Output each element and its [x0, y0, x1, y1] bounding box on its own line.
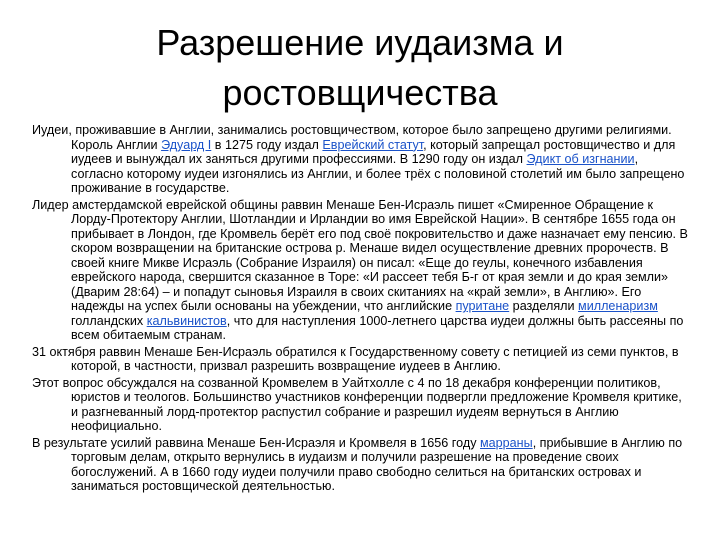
inline-link[interactable]: кальвинистов — [146, 313, 227, 328]
paragraph-text: , согласно которому иудеи изгонялись из Англии, и более трёх с половиной столетий им было запрещено проживание в государстве. — [71, 152, 685, 195]
paragraph-text: Этот вопрос обсуждался на созванной Кромвелем в Уайтхолле с 4 по 18 декабря конференции политиков, юристов и теологов. Большинство участников конференции подвергли предложение Кромвеля критике, и разгневанный лорд-протектор распустил собрание и разрешил иудеям вернуться в Англию неофициально. — [32, 375, 682, 433]
paragraph-text: В результате усилий раввина Менаше Бен-Исраэля и Кромвеля в 1656 году — [32, 435, 480, 450]
paragraph — [32, 376, 692, 434]
paragraph — [32, 198, 692, 343]
paragraph-text: разделяли — [509, 299, 579, 313]
inline-link[interactable]: Эдикт об изгнании — [526, 152, 635, 166]
slide-title — [0, 18, 720, 118]
paragraph — [32, 123, 692, 196]
paragraph-text: Иудеи, проживавшие в Англии, занимались ростовщичеством, которое было запрещено другими религиями. Король Англии — [32, 123, 672, 152]
paragraph-text: , который запрещал ростовщичество и для иудеев и вынуждал их заняться другими профессиями. В 1290 году он издал — [71, 137, 676, 166]
paragraph — [32, 436, 692, 494]
inline-link[interactable]: марраны — [480, 435, 533, 450]
paragraph-text: 31 октября раввин Менаше Бен-Исраэль обратился к Государственному совету с петицией из семи пунктов, в которой, в частности, призвал разрешить возвращение иудеев в Англию. — [32, 344, 679, 373]
paragraph — [32, 345, 692, 374]
paragraph-text: Лидер амстердамской еврейской общины раввин Менаше Бен-Исраэль пишет «Смиренное Обращение к Лорду-Протектору Англии, Шотландии и Ирландии во имя Еврейской Нации». В сентябре 1655 года он прибывает в Лондон, где Кромвель берёт его под своё покровительство и даже назначает ему пенсию. В скором возвращении на британские острова р. Менаше видел осуществление древних пророчеств. В своей книге Микве Исраэль (Собрание Израиля) он писал: «Еще до геулы, конечного избавления еврейского народа, свершится сказанное в Торе: «И рассеет тебя Б-г от края земли и до края земли» (Дварим 28:64) – и попадут сыновья Израиля в своих скитаниях на «край земли», в Англию». Его надежды на успех были основаны на убеждении, что английские — [32, 197, 688, 313]
paragraph-text: , что для наступления 1000-летнего царства иудеи должны быть рассеяны по всем обитаемым странам. — [71, 313, 684, 342]
paragraph-text: , прибывшие в Англию по торговым делам, открыто вернулись в иудаизм и получили разрешение на проведение своих богослужений. А в 1660 году иудеи получили право свободно селиться на британских островах и заниматься ростовщической деятельностью. — [71, 435, 683, 493]
inline-link[interactable]: милленаризм — [578, 299, 658, 313]
title-line-2: ростовщичества — [222, 72, 498, 113]
slide-body — [32, 123, 692, 496]
paragraph-text: голландских — [71, 313, 147, 328]
paragraph-text: в 1275 году издал — [211, 137, 323, 152]
inline-link[interactable]: Эдуард I — [161, 137, 212, 152]
inline-link[interactable]: Еврейский статут — [322, 137, 424, 152]
title-line-1: Разрешение иудаизма и — [156, 22, 564, 63]
inline-link[interactable]: пуритане — [455, 299, 510, 313]
